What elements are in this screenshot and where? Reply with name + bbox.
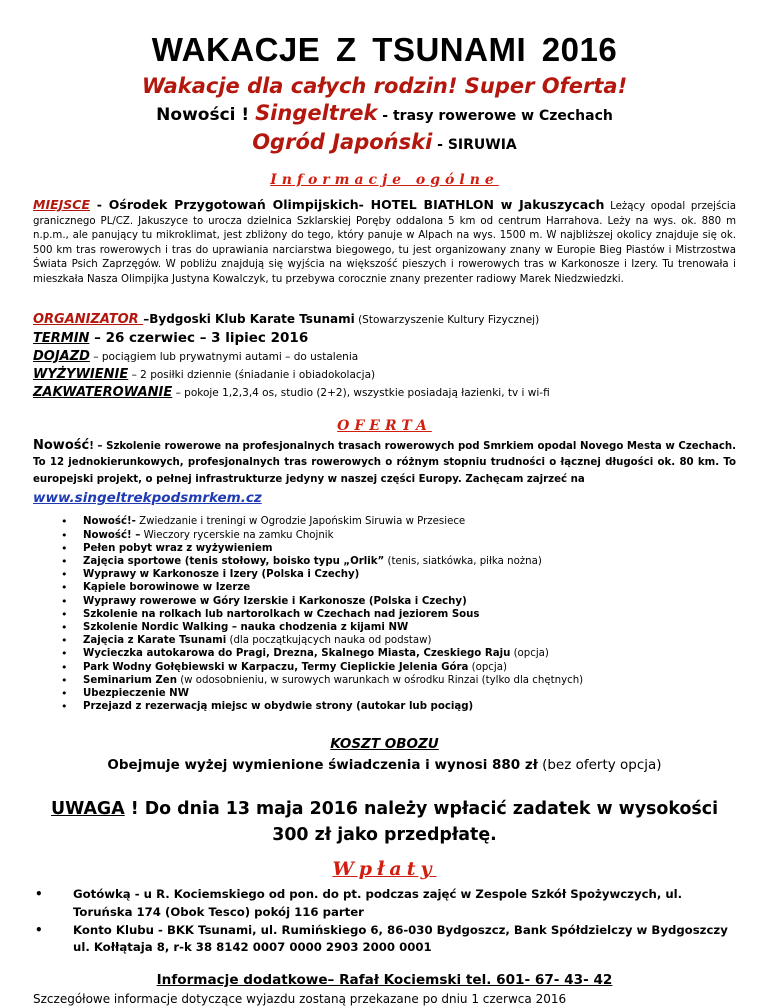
offer-item <box>83 647 736 660</box>
offer-item-bold: Ubezpieczenie NW <box>83 687 189 699</box>
singeltrek-link[interactable]: www.singeltrekpodsmrkem.cz <box>33 490 262 507</box>
dojazd-value: – pociągiem lub prywatnymi autami – do ustalenia <box>89 350 359 363</box>
uwaga-label: UWAGA <box>50 799 125 820</box>
headline-singeltrek-desc: - trasy rowerowe w Czechach <box>377 108 613 124</box>
offer-item-text: (opcja) <box>510 648 549 660</box>
offer-list <box>33 515 736 713</box>
headline-nowosci: Nowości ! <box>156 105 256 125</box>
headline-ogrod-name: Ogród Japoński <box>252 130 433 154</box>
link-line <box>33 488 736 507</box>
offer-item <box>83 700 736 713</box>
zakwaterowanie-line <box>33 384 736 402</box>
offer-item-bold: Park Wodny Gołębiewski w Karpaczu, Termy Cieplickie Jelenia Góra <box>83 661 469 673</box>
organizator-note: (Stowarzyszenie Kultury Fizycznej) <box>354 313 540 326</box>
wyzywienie-line <box>33 366 736 384</box>
payment-list <box>33 886 736 956</box>
offer-item-bold: Wyprawy w Karkonosze i Izery (Polska i Czechy) <box>83 569 360 581</box>
wyzywienie-label: WYŻYWIENIE <box>33 366 129 382</box>
offer-item-text: Zwiedzanie i treningi w Ogrodzie Japońskim Siruwia w Przesiece <box>135 516 466 528</box>
offer-item <box>83 515 736 528</box>
offer-item-bold: Wyprawy rowerowe w Góry Izerskie i Karkonosze (Polska i Czechy) <box>83 595 467 607</box>
offer-item <box>83 608 736 621</box>
offer-item-bold: Zajęcia sportowe (tenis stołowy, boisko typu „Orlik” <box>83 555 385 567</box>
oferta-heading-text: OFERTA <box>337 417 432 434</box>
info-heading-text: Informacje ogólne <box>270 172 499 188</box>
offer-item-bold: Szkolenie Nordic Walking – nauka chodzenia z kijami NW <box>83 621 409 633</box>
offer-item-text: (opcja) <box>468 661 507 673</box>
zakwaterowanie-label: ZAKWATEROWANIE <box>33 384 173 400</box>
offer-item <box>83 621 736 634</box>
offer-item <box>83 661 736 674</box>
document-page <box>33 0 736 1007</box>
termin-line <box>33 329 736 348</box>
koszt-heading: KOSZT OBOZU <box>330 736 439 753</box>
offer-item-bold: Zajęcia z Karate Tsunami <box>83 635 227 647</box>
wplaty-heading-text: Wpłaty <box>332 858 437 881</box>
dojazd-label: DOJAZD <box>33 348 90 364</box>
offer-item-bold: Pełen pobyt wraz z wyżywieniem <box>83 542 273 554</box>
footer-heading: Informacje dodatkowe– Rafał Kociemski tel. 601- 67- 43- 42 <box>156 971 613 988</box>
section-heading-oferta <box>33 418 736 434</box>
page-title: WAKACJE Z TSUNAMI 2016 <box>151 31 618 68</box>
offer-item <box>83 581 736 594</box>
payment-item-cash: • Gotówką - u R. Kociemskiego od pon. do pt. podczas zajęć w Zespole Szkół Spożywczych, ul. Toruńska 174 (Obok Tesco) pokój 116 parter <box>73 886 736 921</box>
koszt-text <box>33 756 736 774</box>
page-subtitle: Wakacje dla całych rodzin! Super Oferta! <box>141 74 628 98</box>
headline-ogrod-place: - SIRUWIA <box>432 137 517 153</box>
offer-item <box>83 555 736 568</box>
offer-item-bold: Nowość! – <box>83 529 141 541</box>
organizator-name: –Bydgoski Klub Karate Tsunami <box>143 311 355 326</box>
termin-label: TERMIN <box>33 330 90 346</box>
miejsce-description: Leżący opodal przejścia granicznego PL/CZ. Jakuszyce to urocza dzielnica Szklarskiej Poręby oddalona 5 km od centrum Harrahova. Leży na wys. ok. 880 m n.p.m., ale panujący tu mikroklimat, jest zbliżony do tego, który panuje w Alpach na wys. 1500 m. W najbliższej okolicy znajduje się ok. 500 km tras rowerowych i tras do uprawiania narciarstwa biegowego, tu jest organizowany znany w Europie Bieg Piastów i Mistrzostwa Świata Psich Zaprzęgów. W pobliżu znajdują się wyjścia na większość pieszych i rowerowych tras w Karkonosze i Izery. Tu trenowała i mieszkała Nasza Olimpijka Justyna Kowalczyk, tu przebywa corocznie znany prezenter radiowy Marek Niedzwiedzki. <box>33 201 736 285</box>
headline-ogrod <box>33 129 736 158</box>
wyzywienie-value: – 2 posiłki dziennie (śniadanie i obiadokolacja) <box>128 368 376 381</box>
footer-text: Szczegółowe informacje dotyczące wyjazdu zostaną przekazane po dniu 1 czerwca 2016 <box>33 991 567 1006</box>
offer-item-bold: Seminarium Zen <box>83 674 177 686</box>
miejsce-hotel: - Ośrodek Przygotowań Olimpijskich- HOTEL BIATHLON w Jakuszycach <box>90 197 605 212</box>
headline-singeltrek-name: Singeltrek <box>255 101 378 125</box>
offer-item-bold: Kąpiele borowinowe w Izerze <box>83 582 251 594</box>
nowosc-paragraph <box>33 438 736 489</box>
zakwaterowanie-value: – pokoje 1,2,3,4 os, studio (2+2), wszystkie posiadają łazienki, tv i wi-fi <box>172 386 550 399</box>
nowosc-text: ! – Szkolenie rowerowe na profesjonalnych trasach rowerowych pod Smrkiem opodal Novego Mesta w Czechach. To 12 jednokierunkowych, profesjonalnych tras rowerowych o różnym stopniu trudności o łącznej długości ok. 80 km. To europejski projekt, o pełnej infrastrukturze jedyny w naszej części Europy. Zachęcam zajrzeć na <box>33 440 736 485</box>
uwaga-text: ! Do dnia 13 maja 2016 należy wpłacić zadatek w wysokości 300 zł jako przedpłatę. <box>124 799 719 846</box>
offer-item-text: (w odosobnieniu, w surowych warunkach w ośrodku Rinzai (tylko dla chętnych) <box>176 674 584 686</box>
koszt-amount: Obejmuje wyżej wymienione świadczenia i wynosi 880 zł <box>107 757 538 774</box>
offer-item <box>83 542 736 555</box>
offer-item-bold: Nowość!- <box>83 516 136 528</box>
offer-item-bold: Przejazd z rezerwacją miejsc w obydwie strony (autokar lub pociąg) <box>83 701 474 713</box>
offer-item-bold: Wycieczka autokarowa do Pragi, Drezna, Skalnego Miasta, Czeskiego Raju <box>83 648 511 660</box>
offer-item <box>83 529 736 542</box>
info-details <box>33 310 736 402</box>
nowosc-label: Nowość <box>33 437 90 453</box>
offer-item-bold: Szkolenie na rolkach lub nartorolkach w Czechach nad jeziorem Sous <box>83 608 480 620</box>
termin-value: – 26 czerwiec – 3 lipiec 2016 <box>89 329 309 346</box>
offer-item-text: (dla początkujących nauka od podstaw) <box>226 635 432 647</box>
miejsce-paragraph <box>33 198 736 288</box>
offer-item <box>83 568 736 581</box>
offer-item-text: (tenis, siatkówka, piłka nożna) <box>384 555 542 567</box>
miejsce-label: MIEJSCE <box>33 197 90 212</box>
headline-singeltrek <box>33 100 736 129</box>
offer-item <box>83 634 736 647</box>
offer-item <box>83 595 736 608</box>
uwaga-notice <box>33 796 736 848</box>
offer-item <box>83 687 736 700</box>
organizator-label: ORGANIZATOR <box>33 311 144 327</box>
dojazd-line <box>33 348 736 366</box>
organizator-line <box>33 310 736 329</box>
offer-item-text: Wieczory rycerskie na zamku Chojnik <box>140 529 334 541</box>
section-heading-info <box>33 172 736 188</box>
offer-item <box>83 674 736 687</box>
payment-item-account: • Konto Klubu - BKK Tsunami, ul. Rumińskiego 6, 86-030 Bydgoszcz, Bank Spółdzielczy w Bydgoszczy ul. Kołłątaja 8, r-k 38 8142 0007 0000 2903 2000 0001 <box>73 922 736 957</box>
section-heading-wplaty <box>33 856 736 882</box>
koszt-note: (bez oferty opcja) <box>537 757 662 774</box>
